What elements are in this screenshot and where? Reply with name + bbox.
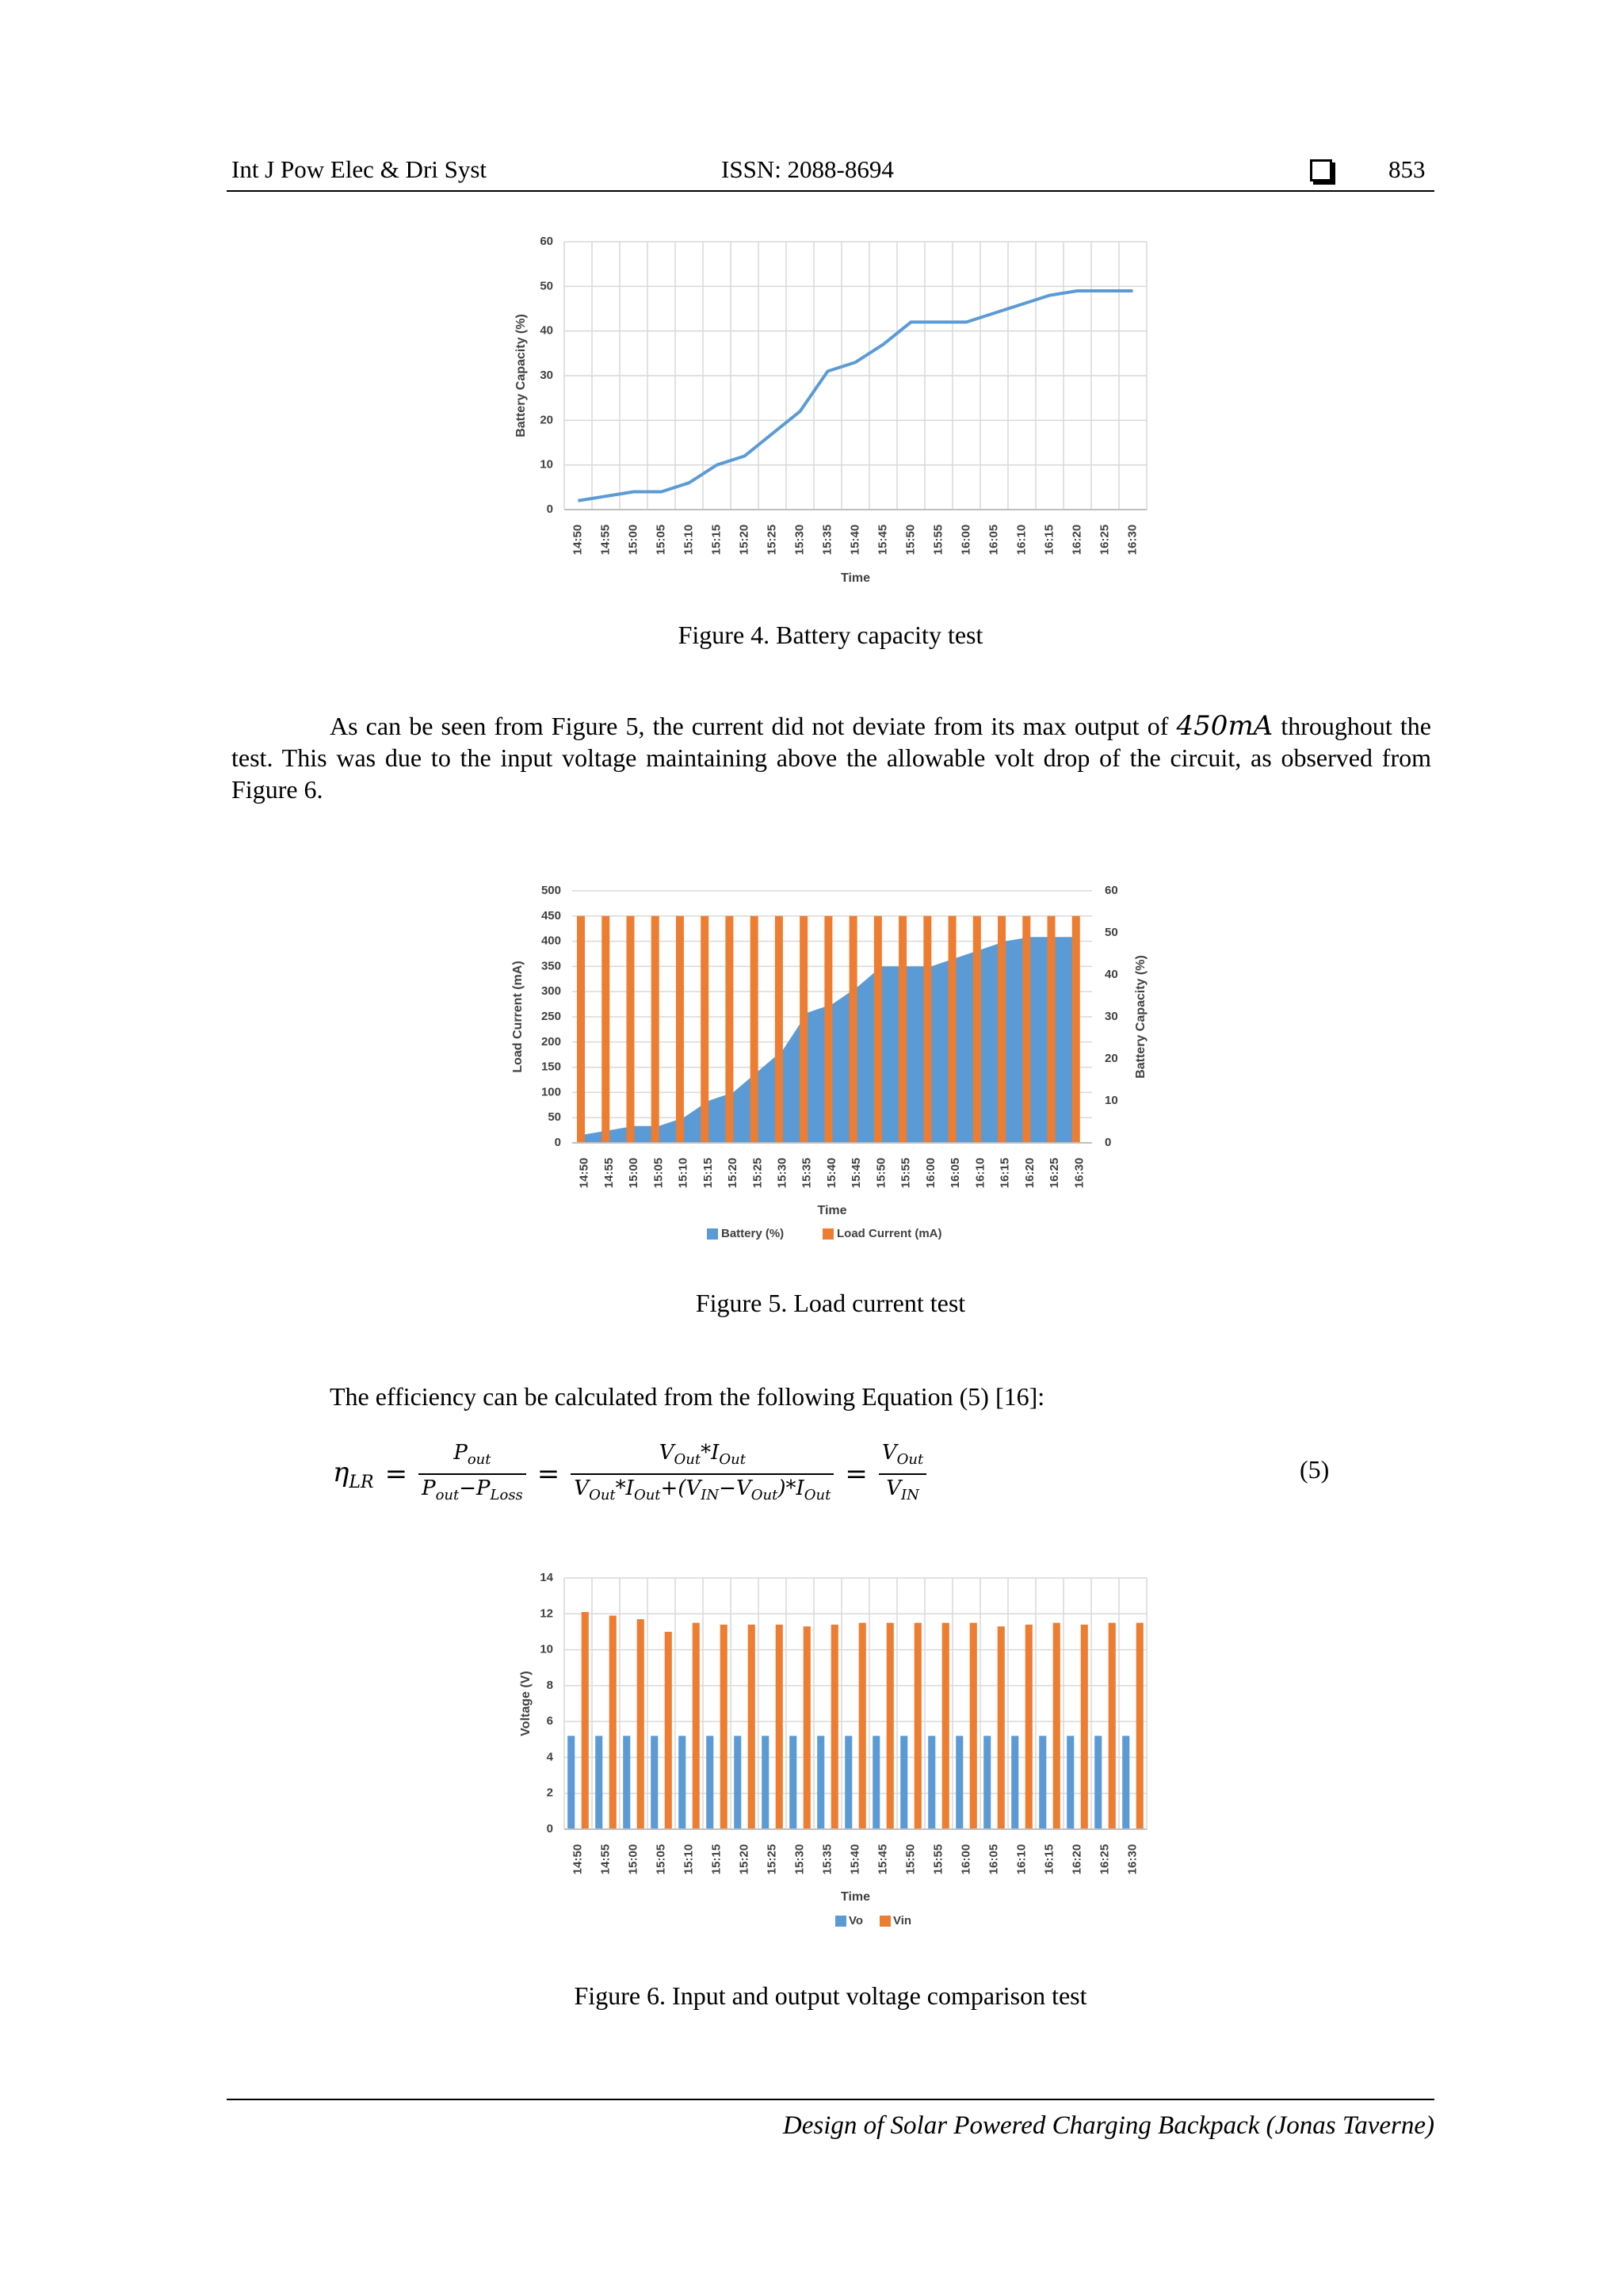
figure-6-caption: Figure 6. Input and output voltage comparison test	[574, 1981, 1087, 2010]
vo-bar	[983, 1736, 991, 1829]
load-current-bar	[1022, 916, 1030, 1143]
load-current-bar	[1048, 916, 1056, 1143]
y-tick-label: 30	[540, 368, 553, 382]
x-tick-label: 14:50	[571, 524, 585, 556]
vin-bar	[831, 1625, 838, 1829]
x-tick-label: 15:40	[848, 524, 862, 556]
x-tick-label: 14:55	[601, 1157, 616, 1189]
equation-fraction-2: $\frac{V_{Out}*I_{Out}}{V_{Out}*I_{Out}+(V_{IN}-V_{Out})*I_{Out}}$	[571, 1439, 834, 1509]
x-axis-title: Time	[840, 1890, 871, 1904]
x-tick-label: 15:45	[876, 524, 890, 556]
x-tick-label: 16:30	[1125, 1843, 1140, 1875]
y-axis-title: Load Current (mA)	[511, 961, 525, 1073]
load-current-bar	[626, 916, 634, 1143]
running-header-issn: ISSN: 2088-8694	[721, 155, 894, 183]
load-current-bar	[577, 916, 585, 1143]
running-header-journal: Int J Pow Elec & Dri Syst	[231, 155, 487, 183]
y-tick-label: 100	[540, 1085, 561, 1099]
vin-bar	[1053, 1623, 1060, 1829]
y-tick-label: 60	[540, 234, 553, 248]
x-tick-label: 15:15	[701, 1157, 715, 1189]
load-current-bar	[725, 916, 733, 1143]
body-paragraph-1	[231, 710, 1431, 805]
load-current-bar	[1072, 916, 1080, 1143]
x-tick-label: 15:55	[899, 1157, 913, 1189]
y-tick-label: 10	[540, 457, 553, 472]
legend-label-battery: Battery (%)	[721, 1226, 785, 1240]
x-tick-label: 16:25	[1048, 1157, 1062, 1189]
load-current-bar	[800, 916, 808, 1143]
y-tick-label: 350	[540, 959, 561, 973]
legend-swatch-battery	[707, 1228, 718, 1240]
x-tick-label: 15:55	[931, 524, 945, 556]
y-axis-title: Voltage (V)	[519, 1671, 533, 1736]
y-tick-label: 12	[540, 1606, 553, 1621]
y-tick-label: 20	[540, 413, 553, 427]
vo-bar	[762, 1736, 769, 1829]
load-current-bar	[973, 916, 981, 1143]
x-tick-label: 16:20	[1070, 1843, 1084, 1875]
y-tick-label: 300	[540, 984, 561, 999]
x-tick-label: 15:55	[931, 1843, 945, 1875]
x-tick-label: 16:15	[998, 1157, 1012, 1189]
x-tick-label: 16:05	[987, 1843, 1001, 1875]
y-tick-label: 50	[548, 1110, 561, 1125]
vin-bar	[776, 1625, 783, 1829]
y-tick-label: 6	[546, 1714, 553, 1729]
y-tick-label: 0	[546, 1821, 553, 1836]
equation-fraction-3: $\frac{V_{Out}}{V_{IN}}$	[879, 1439, 926, 1509]
x-tick-label: 15:25	[765, 1843, 779, 1875]
y-tick-label: 40	[540, 323, 553, 338]
x-tick-label: 14:55	[598, 524, 613, 556]
x-tick-label: 15:50	[903, 1843, 918, 1875]
x-tick-label: 16:05	[949, 1157, 963, 1189]
legend-label-vo: Vo	[849, 1913, 864, 1927]
vo-bar	[1067, 1736, 1074, 1829]
y-tick-label: 150	[540, 1060, 561, 1074]
y-axis-title: Battery Capacity (%)	[514, 314, 529, 437]
x-tick-label: 15:35	[820, 1843, 834, 1875]
vin-bar	[582, 1612, 589, 1829]
x-tick-label: 15:25	[765, 524, 779, 556]
x-tick-label: 15:45	[876, 1843, 890, 1875]
vo-bar	[623, 1736, 630, 1829]
vin-bar	[720, 1625, 727, 1829]
vin-bar	[804, 1626, 811, 1829]
x-axis-title: Time	[817, 1204, 847, 1218]
y-tick-label: 10	[540, 1642, 553, 1656]
y-tick-label: 200	[540, 1034, 561, 1049]
y-tick-label: 500	[540, 883, 561, 897]
y2-tick-label: 20	[1105, 1051, 1118, 1065]
y-tick-label: 14	[540, 1570, 553, 1584]
x-tick-label: 15:30	[792, 1843, 807, 1875]
vo-bar	[734, 1736, 741, 1829]
y2-tick-label: 60	[1105, 883, 1118, 897]
y-tick-label: 0	[546, 502, 553, 516]
vin-bar	[998, 1626, 1005, 1829]
x-tick-label: 15:40	[848, 1843, 862, 1875]
x-tick-label: 16:10	[1014, 524, 1029, 556]
y-tick-label: 2	[546, 1786, 553, 1800]
x-tick-label: 15:45	[850, 1157, 864, 1189]
square-bullet-icon	[1310, 159, 1332, 181]
vin-bar	[859, 1623, 866, 1829]
load-current-bar	[874, 916, 882, 1143]
footer-rule	[227, 2099, 1434, 2100]
load-current-bar	[676, 916, 684, 1143]
equation-lhs: $\eta_{LR}$	[333, 1456, 374, 1492]
vo-bar	[1122, 1736, 1129, 1829]
vo-bar	[651, 1736, 658, 1829]
body-paragraph-2: The efficiency can be calculated from the following Equation (5) [16]:	[330, 1382, 1045, 1411]
x-tick-label: 15:20	[737, 524, 751, 556]
y2-tick-label: 10	[1105, 1093, 1118, 1107]
x-tick-label: 14:55	[598, 1843, 613, 1875]
running-footer: Design of Solar Powered Charging Backpack (Jonas Taverne)	[782, 2111, 1434, 2140]
vo-bar	[928, 1736, 935, 1829]
x-tick-label: 15:15	[709, 1843, 724, 1875]
y-tick-label: 8	[546, 1678, 553, 1692]
x-tick-label: 15:00	[627, 1157, 641, 1189]
vo-bar	[789, 1736, 796, 1829]
vin-bar	[942, 1623, 949, 1829]
vin-bar	[609, 1616, 617, 1829]
vin-bar	[1136, 1623, 1144, 1829]
load-current-bar	[899, 916, 907, 1143]
header-rule	[227, 190, 1434, 192]
y-tick-label: 4	[546, 1750, 553, 1764]
vin-bar	[970, 1623, 977, 1829]
vin-bar	[1081, 1625, 1088, 1829]
x-tick-label: 15:35	[800, 1157, 814, 1189]
x-tick-label: 16:00	[923, 1157, 938, 1189]
x-tick-label: 15:30	[775, 1157, 789, 1189]
x-tick-label: 14:50	[577, 1157, 591, 1189]
vin-bar	[637, 1619, 644, 1829]
y-tick-label: 400	[540, 934, 561, 948]
x-tick-label: 16:30	[1125, 524, 1140, 556]
x-tick-label: 16:05	[987, 524, 1001, 556]
y2-tick-label: 40	[1105, 967, 1118, 981]
x-axis-title: Time	[840, 571, 871, 586]
vo-bar	[567, 1736, 575, 1829]
x-tick-label: 15:25	[750, 1157, 765, 1189]
x-tick-label: 14:50	[571, 1843, 585, 1875]
x-tick-label: 16:15	[1042, 1843, 1056, 1875]
x-tick-label: 15:40	[824, 1157, 838, 1189]
equation-fraction-1: $\frac{P_{out}}{P_{out}-P_{Loss}}$	[418, 1439, 526, 1509]
paragraph-1-text-b: throughout the test. This was due to the input voltage maintaining above the allowable volt drop of the circuit, as observed from Figure 6.	[231, 712, 1432, 804]
vin-bar	[693, 1623, 700, 1829]
vo-bar	[817, 1736, 824, 1829]
battery-capacity-line	[579, 291, 1133, 501]
equation-5: $\eta_{LR}$ = $\frac{P_{out}}{P_{out}-P_{Loss}}$ = $\frac{V_{Out}*I_{Out}}{V_{Out}*I_{Out}+(V_{IN}-V_{Out})*I_{Out}}$ = $\frac{V_{Out}}{V_{IN}}$	[333, 1436, 926, 1512]
x-tick-label: 16:20	[1022, 1157, 1037, 1189]
load-current-bar	[775, 916, 783, 1143]
y-tick-label: 50	[540, 279, 553, 293]
x-tick-label: 15:50	[903, 524, 918, 556]
x-tick-label: 15:05	[654, 1843, 668, 1875]
load-current-bar	[750, 916, 758, 1143]
load-current-bar	[850, 916, 857, 1143]
legend-swatch-vin	[880, 1916, 891, 1927]
paragraph-1-text-a: As can be seen from Figure 5, the current did not deviate from its max output of	[330, 712, 1177, 740]
x-tick-label: 16:00	[959, 524, 973, 556]
vin-bar	[887, 1623, 894, 1829]
x-tick-label: 15:10	[682, 1843, 696, 1875]
page-number: 853	[1388, 155, 1426, 183]
x-tick-label: 15:20	[726, 1157, 740, 1189]
vo-bar	[900, 1736, 907, 1829]
vin-bar	[665, 1632, 672, 1829]
load-current-bar	[601, 916, 609, 1143]
load-current-bar	[651, 916, 659, 1143]
x-tick-label: 15:10	[676, 1157, 690, 1189]
x-tick-label: 15:00	[626, 524, 640, 556]
x-tick-label: 15:00	[626, 1843, 640, 1875]
x-tick-label: 16:00	[959, 1843, 973, 1875]
x-tick-label: 16:15	[1042, 524, 1056, 556]
y-tick-label: 0	[554, 1135, 561, 1149]
y2-tick-label: 30	[1105, 1009, 1118, 1023]
x-tick-label: 15:15	[709, 524, 724, 556]
equation-number: (5)	[1300, 1455, 1330, 1484]
x-tick-label: 15:05	[651, 1157, 666, 1189]
y2-tick-label: 50	[1105, 925, 1118, 939]
figure-4-line-chart	[507, 230, 1189, 602]
vo-bar	[1039, 1736, 1046, 1829]
vo-bar	[1011, 1736, 1018, 1829]
x-tick-label: 15:05	[654, 524, 668, 556]
figure-5-caption: Figure 5. Load current test	[695, 1289, 966, 1317]
vin-bar	[748, 1625, 755, 1829]
vo-bar	[595, 1736, 602, 1829]
x-tick-label: 15:30	[792, 524, 807, 556]
x-tick-label: 15:50	[874, 1157, 888, 1189]
x-tick-label: 16:25	[1098, 524, 1112, 556]
x-tick-label: 16:30	[1072, 1157, 1086, 1189]
x-tick-label: 16:25	[1098, 1843, 1112, 1875]
load-current-bar	[998, 916, 1006, 1143]
x-tick-label: 15:35	[820, 524, 834, 556]
x-tick-label: 16:10	[973, 1157, 987, 1189]
y-tick-label: 250	[540, 1009, 561, 1023]
vo-bar	[678, 1736, 685, 1829]
vo-bar	[956, 1736, 963, 1829]
load-current-bar	[923, 916, 931, 1143]
legend-label-load-current: Load Current (mA)	[837, 1226, 942, 1240]
vin-bar	[915, 1623, 922, 1829]
vin-bar	[1109, 1623, 1116, 1829]
y2-tick-label: 0	[1105, 1135, 1112, 1149]
paragraph-1-math: 450mA	[1176, 710, 1274, 742]
legend-label-vin: Vin	[893, 1913, 912, 1927]
y2-axis-title: Battery Capacity (%)	[1134, 955, 1148, 1079]
x-tick-label: 15:20	[737, 1843, 751, 1875]
legend-swatch-load-current	[823, 1228, 834, 1240]
x-tick-label: 16:20	[1070, 524, 1084, 556]
y-tick-label: 450	[540, 908, 561, 923]
figure-6-bar-chart	[507, 1565, 1189, 1938]
load-current-bar	[701, 916, 708, 1143]
x-tick-label: 15:10	[682, 524, 696, 556]
vo-bar	[706, 1736, 713, 1829]
load-current-bar	[824, 916, 832, 1143]
figure-4-caption: Figure 4. Battery capacity test	[678, 621, 983, 649]
vo-bar	[873, 1736, 880, 1829]
vo-bar	[845, 1736, 852, 1829]
vo-bar	[1094, 1736, 1102, 1829]
legend-swatch-vo	[835, 1916, 846, 1927]
vin-bar	[1025, 1625, 1033, 1829]
x-tick-label: 16:10	[1014, 1843, 1029, 1875]
figure-5-combo-chart	[499, 872, 1181, 1244]
load-current-bar	[949, 916, 957, 1143]
